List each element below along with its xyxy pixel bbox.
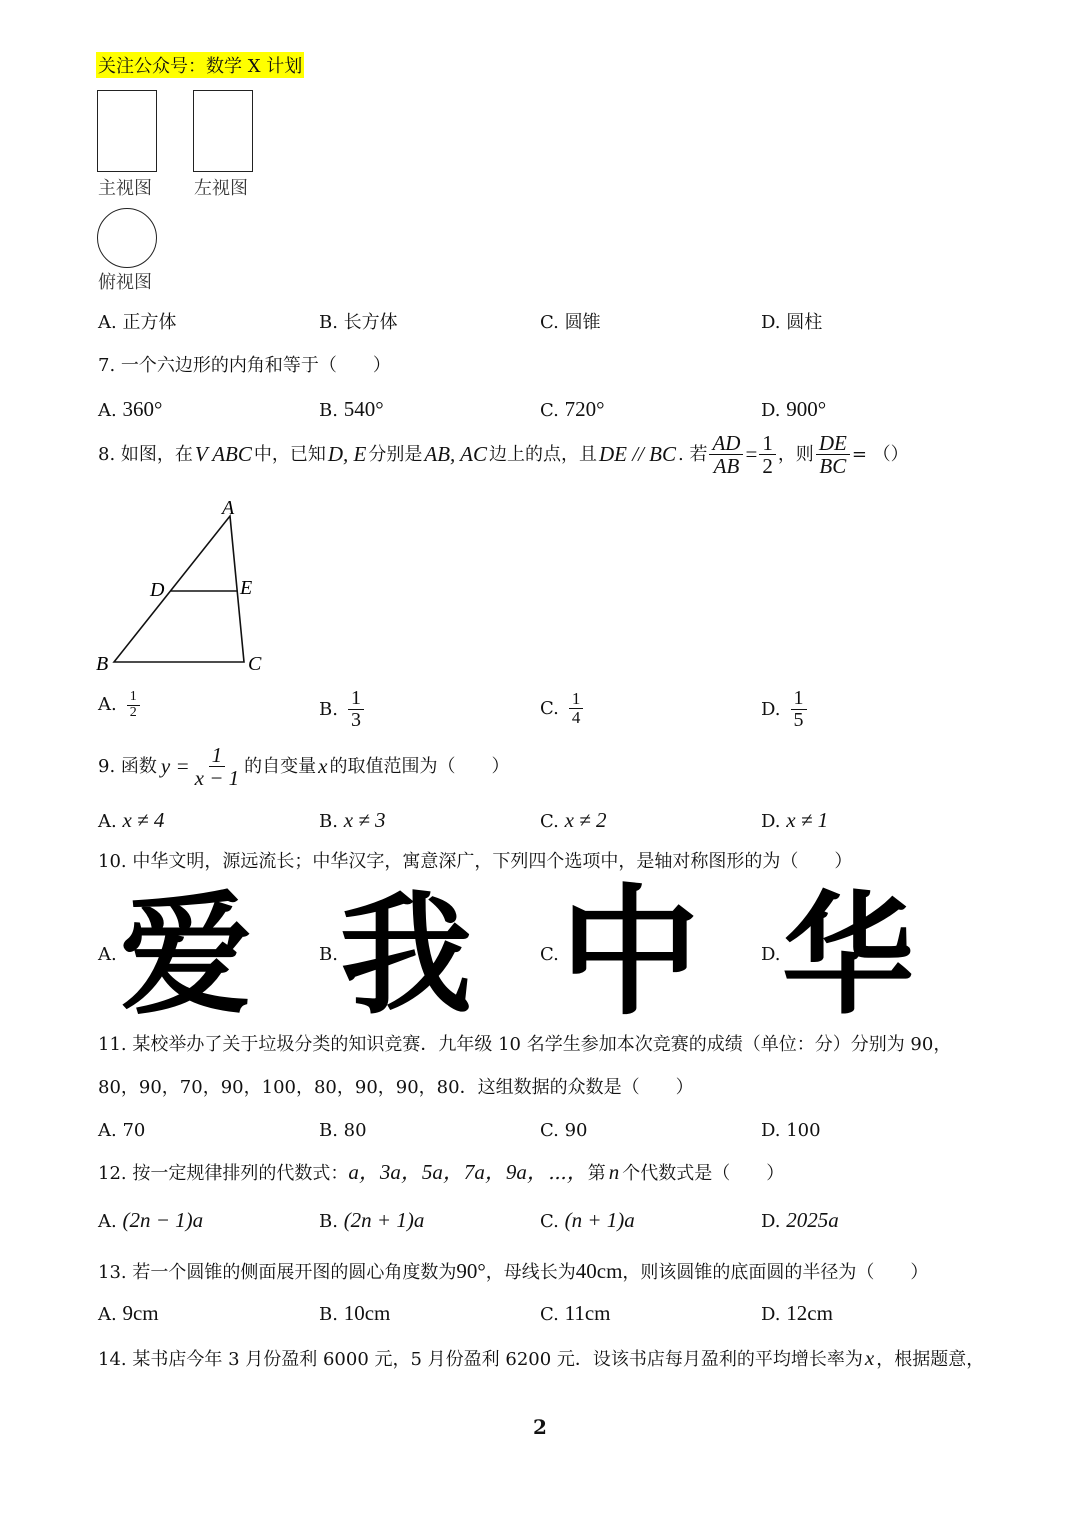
q10-option-b-letter: B. [319, 944, 338, 965]
q7-option-b: B. 540° [319, 397, 384, 421]
q9-stem: 9. 函数 y = $\frac{1}{x - 1}$ 的自变量 x 的取值范围为（ ） [98, 743, 510, 791]
q12-option-d: D. 2025a [761, 1208, 839, 1232]
q10-option-a-letter: A. [98, 944, 117, 965]
q7-option-a: A. 360° [98, 397, 163, 421]
q13-option-a: A. 9cm [98, 1301, 159, 1325]
q9-option-c: C. x ≠ 2 [540, 808, 607, 832]
q7-option-d: D. 900° [761, 397, 827, 421]
q13-option-b: B. 10cm [319, 1301, 391, 1325]
header-banner: 关注公众号：数学 X 计划 [96, 52, 304, 78]
page-number: 2 [533, 1415, 547, 1439]
q11-option-b: B. 80 [319, 1120, 367, 1141]
fraction-ad-ab: $\frac{AD}{AB}$ [709, 432, 743, 477]
top-view-circle [97, 208, 157, 268]
triangle-abc-figure [92, 492, 282, 682]
q10-option-c-letter: C. [540, 944, 559, 965]
q10-char-wo: 我 [340, 879, 472, 1033]
vertex-a-label: A [222, 497, 235, 519]
q8-option-d: D. $\frac{1}{5}$ [761, 688, 809, 731]
q9-option-a: A. x ≠ 4 [98, 808, 165, 832]
front-view-rectangle [97, 90, 157, 172]
q7-option-c: C. 720° [540, 397, 605, 421]
q12-option-b: B. (2n + 1)a [319, 1208, 425, 1232]
q12-option-c: C. (n + 1)a [540, 1208, 635, 1232]
triangle-abc [114, 516, 244, 662]
point-d-label: D [150, 579, 165, 601]
q9-option-b: B. x ≠ 3 [319, 808, 386, 832]
q13-option-d: D. 12cm [761, 1301, 833, 1325]
q8-option-a: A. $\frac{1}{2}$ [98, 690, 142, 720]
q11-stem-line2: 80，90，70，90，100，80，90，90，80．这组数据的众数是（ ） [98, 1077, 694, 1098]
left-view-rectangle [193, 90, 253, 172]
q6-option-c: C. 圆锥 [540, 312, 601, 333]
q13-option-c: C. 11cm [540, 1301, 611, 1325]
point-e-label: E [240, 577, 253, 599]
q10-char-ai: 爱 [120, 879, 252, 1033]
vertex-b-label: B [96, 653, 109, 675]
left-view-label: 左视图 [194, 178, 248, 199]
top-view-label: 俯视图 [98, 272, 152, 293]
q6-option-d: D. 圆柱 [761, 312, 823, 333]
q12-stem: 12. 按一定规律排列的代数式：a，3a，5a，7a，9a，⋯，第 n 个代数式是（ ） [98, 1160, 785, 1184]
front-view-label: 主视图 [98, 178, 152, 199]
q11-option-c: C. 90 [540, 1120, 588, 1141]
q8-stem: 8. 如图，在 V ABC 中，已知 D, E 分别是 AB, AC 边上的点，且 DE // BC . 若 $\frac{AD}{AB}$ = $\frac{1}{2}$ ，则 $\frac{DE}{BC}$ = （） [98, 431, 909, 479]
q10-option-d-letter: D. [761, 944, 781, 965]
q6-option-a: A. 正方体 [98, 312, 177, 333]
fraction-one-over-x-minus-1: $\frac{1}{x - 1}$ [194, 743, 240, 791]
q7-stem: 7. 一个六边形的内角和等于（ ） [98, 355, 391, 376]
q11-stem-line1: 11. 某校举办了关于垃圾分类的知识竞赛．九年级 10 名学生参加本次竞赛的成绩（单位：分）分别为 90， [98, 1034, 952, 1055]
q11-option-a: A. 70 [98, 1120, 146, 1141]
q8-option-c: C. $\frac{1}{4}$ [540, 690, 585, 727]
vertex-c-label: C [248, 653, 262, 675]
q10-stem: 10. 中华文明，源远流长；中华汉字，寓意深广，下列四个选项中，是轴对称图形的为（ ） [98, 851, 853, 872]
q10-char-hua: 华 [782, 879, 914, 1033]
q9-option-d: D. x ≠ 1 [761, 808, 829, 832]
q12-option-a: A. (2n − 1)a [98, 1208, 204, 1232]
fraction-de-bc: $\frac{DE}{BC}$ [816, 432, 850, 477]
q8-option-b: B. $\frac{1}{3}$ [319, 688, 366, 731]
q13-stem: 13. 若一个圆锥的侧面展开图的圆心角度数为90°，母线长为40cm，则该圆锥的底面圆的半径为（ ） [98, 1259, 929, 1283]
fraction-one-half: $\frac{1}{2}$ [759, 432, 776, 477]
q10-char-zhong: 中 [560, 872, 701, 1035]
q14-stem: 14. 某书店今年 3 月份盈利 6000 元，5 月份盈利 6200 元．设该书店每月盈利的平均增长率为x ，根据题意， [98, 1346, 985, 1370]
q6-option-b: B. 长方体 [319, 312, 398, 333]
q11-option-d: D. 100 [761, 1120, 821, 1141]
